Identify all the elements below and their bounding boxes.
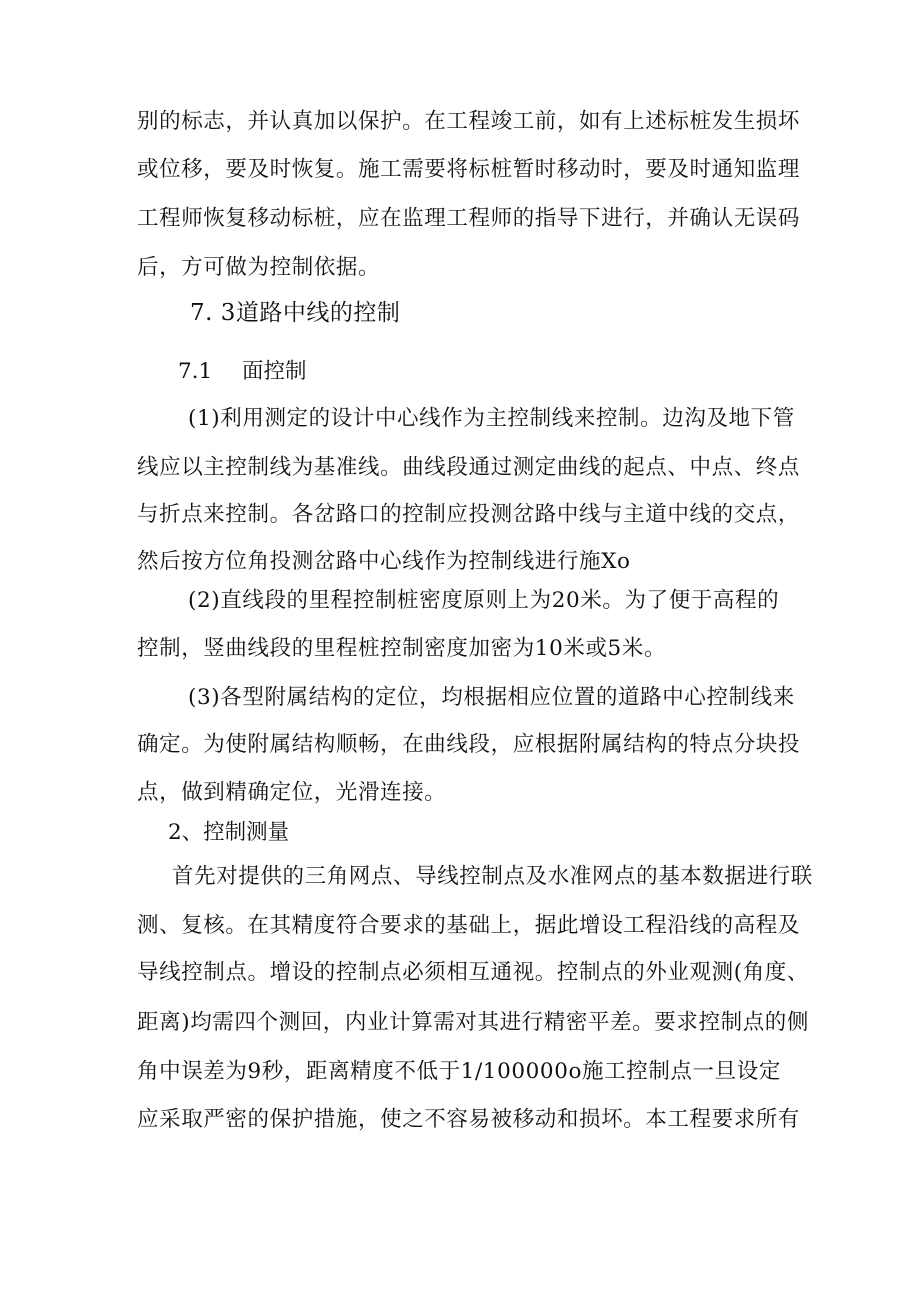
list-item-line: 控制，竖曲线段的里程桩控制密度加密为10米或5米。: [137, 636, 667, 661]
paragraph-line: 或位移，要及时恢复。施工需要将标桩暂时移动时，要及时通知监理: [137, 157, 801, 182]
list-item-line: 点，做到精确定位，光滑连接。: [137, 780, 447, 805]
paragraph-line: 测、复核。在其精度符合要求的基础上，据此增设工程沿线的高程及: [137, 913, 801, 938]
paragraph-line: 后，方可做为控制依据。: [137, 255, 381, 280]
subheading-7-1: [178, 357, 307, 387]
list-item-line: 确定。为使附属结构顺畅，在曲线段，应根据附属结构的特点分块投: [137, 732, 801, 757]
paragraph-line: 应采取严密的保护措施，使之不容易被移动和损坏。本工程要求所有: [137, 1107, 801, 1132]
paragraph-line: 首先对提供的三角网点、导线控制点及水准网点的基本数据进行联: [172, 864, 813, 889]
section-heading-2: 2、控制测量: [168, 820, 290, 845]
paragraph-line: 导线控制点。增设的控制点必须相互通视。控制点的外业观测(角度、: [137, 960, 809, 985]
paragraph-line: 角中误差为9秒，距离精度不低于1/100000o施工控制点一旦设定: [137, 1059, 781, 1084]
subheading-number: 7.1: [178, 359, 213, 384]
paragraph-line: 距离)均需四个测回，内业计算需对其进行精密平差。要求控制点的侧: [137, 1010, 809, 1035]
list-item-line: (1)利用测定的设计中心线作为主控制线来控制。边沟及地下管: [188, 406, 795, 431]
list-item-line: 与折点来控制。各岔路口的控制应投测岔路中线与主道中线的交点，: [137, 502, 801, 527]
list-item-line: (2)直线段的里程控制桩密度原则上为20米。为了便于高程的: [188, 588, 780, 613]
paragraph-line: 别的标志，并认真加以保护。在工程竣工前，如有上述标桩发生损坏: [137, 109, 801, 134]
paragraph-line: 工程师恢复移动标桩，应在监理工程师的指导下进行，并确认无误码: [137, 206, 801, 231]
subheading-title: 面控制: [242, 359, 307, 384]
list-item-line: 然后按方位角投测岔路中心线作为控制线进行施Xo: [137, 549, 631, 574]
list-item-line: (3)各型附属结构的定位，均根据相应位置的道路中心控制线来: [188, 685, 795, 710]
list-item-line: 线应以主控制线为基准线。曲线段通过测定曲线的起点、中点、终点: [137, 455, 801, 480]
section-heading-7-3: 7. 3道路中线的控制: [190, 300, 401, 326]
